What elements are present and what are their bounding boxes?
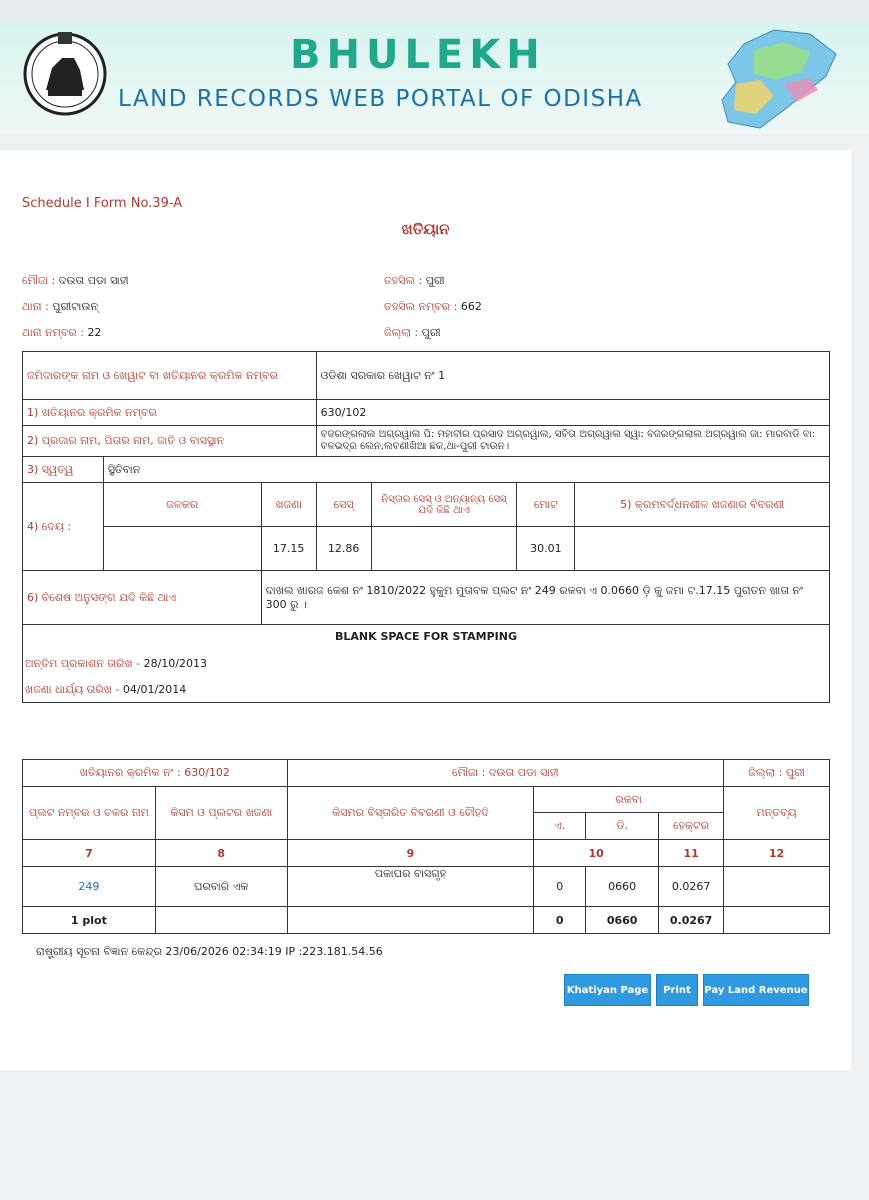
hectare-cell: 0.0267 bbox=[659, 867, 724, 907]
owner-label: ଜମିଦାରଙ୍କ ନାମ ଓ ଖେୱାଟ ବା ଖତିୟାନର କ୍ରମିକ ନମ୍ବର bbox=[23, 352, 317, 400]
dues-value-row bbox=[23, 527, 830, 571]
brand-logo: BHULEKH bbox=[290, 32, 546, 78]
dues-value-other-cess bbox=[371, 527, 517, 571]
remarks-cell bbox=[724, 867, 830, 907]
right-label: 3) ସ୍ୱତ୍ୱ bbox=[23, 457, 104, 483]
district-label: ଜିଲ୍ଲା : bbox=[384, 326, 419, 339]
stamp-row bbox=[23, 625, 830, 703]
mouza-label: ମୌଜା : bbox=[22, 274, 56, 287]
tahasil-number-label: ତହସିଲ ନମ୍ବର : bbox=[384, 300, 458, 313]
mouza-value: ଦଉତା ପଡା ସାହୀ bbox=[58, 274, 129, 287]
column-number: 12 bbox=[724, 840, 830, 867]
thana-label: ଥାନା : bbox=[22, 300, 49, 313]
column-number: 11 bbox=[659, 840, 724, 867]
thana-number-label: ଥାନା ନମ୍ବର : bbox=[22, 326, 84, 339]
column-number: 7 bbox=[23, 840, 156, 867]
serial-row bbox=[23, 400, 830, 426]
dues-value-cess: 12.86 bbox=[316, 527, 371, 571]
rent-date-label: ଖଜଣା ଧାର୍ଯ୍ୟ ତାରିଖ - bbox=[25, 683, 120, 696]
serial-value: 630/102 bbox=[316, 400, 829, 426]
right-value: ସ୍ଥିତିବାନ bbox=[103, 457, 829, 483]
column-number-row bbox=[23, 840, 830, 867]
tahasil-number-value: 662 bbox=[460, 300, 482, 313]
remarks-label: 6) ବିଶେଷ ଅନୁସଙ୍ଗ ଯଦି କିଛି ଥାଏ bbox=[23, 571, 262, 625]
decimal-cell: 0660 bbox=[586, 867, 659, 907]
tahasil-value: ପୁରୀ bbox=[425, 274, 445, 287]
area-header: ରକବା bbox=[534, 787, 724, 813]
decimal-header: ଡି. bbox=[586, 813, 659, 840]
total-decimal: 0660 bbox=[586, 907, 659, 934]
dues-header-khajana: ଖଜଣା bbox=[261, 483, 316, 527]
column-number: 9 bbox=[287, 840, 534, 867]
plot-mouza bbox=[287, 760, 723, 787]
tahasil-info bbox=[384, 274, 445, 288]
thana-number-info bbox=[22, 326, 101, 340]
acre-header: ଏ. bbox=[534, 813, 586, 840]
rent-date bbox=[23, 683, 829, 697]
plot-district-value: ପୁରୀ bbox=[785, 766, 805, 779]
total-hectare: 0.0267 bbox=[659, 907, 724, 934]
total-empty bbox=[155, 907, 287, 934]
action-buttons bbox=[564, 974, 809, 1006]
publication-date bbox=[23, 657, 829, 671]
right-row bbox=[23, 457, 830, 483]
tahasil-label: ତହସିଲ : bbox=[384, 274, 423, 287]
stamp-cell bbox=[23, 625, 830, 703]
top-strip bbox=[0, 0, 869, 22]
thana-info bbox=[22, 300, 98, 314]
page-title: ଖତିୟାନ bbox=[401, 220, 450, 238]
tahasil-number-info bbox=[384, 300, 482, 314]
plot-district bbox=[724, 760, 830, 787]
kisam-cell: ଘରବାରି ଏକ bbox=[155, 867, 287, 907]
publication-date-label: ଅନ୍ତିମ ପ୍ରକାଶନ ତାରିଖ - bbox=[25, 657, 141, 670]
plot-serial-label: ଖତିୟାନର କ୍ରମିକ ନଂ : bbox=[79, 766, 181, 779]
tenant-value: ବଜରଙ୍ଗଲାଲ ଅଗ୍ରୱାଲ ପି: ମହାବୀର ପ୍ରସାଦ ଅଗ୍ରୱାଲ, ସବିତା ଅଗ୍ରୱାଲ ସ୍ୱା: ବଜରଙ୍ଗଲାଲ ଅଗ୍ରୱାଲ ଜା: ମାରବାଡି ବା: ବଳଭଦ୍ର ଲେନ,ଲବଣୀଖିଆ ଛକ,ଥା-ପୁରୀ ଟାଉନ। bbox=[316, 426, 829, 457]
plot-serial-value: 630/102 bbox=[184, 766, 230, 779]
details-header: କିସମର ବିସ୍ତାରିତ ବିବରଣୀ ଓ ଚୌହଦି bbox=[287, 787, 534, 840]
column-number: 10 bbox=[534, 840, 659, 867]
thana-value: ପୁରୀଟାଉନ୍ bbox=[52, 300, 99, 313]
dues-label: 4) ଦେୟ : bbox=[23, 483, 104, 571]
total-empty bbox=[724, 907, 830, 934]
remarks-header: ମନ୍ତବ୍ୟ bbox=[724, 787, 830, 840]
khatiyan-page-button[interactable]: Khatiyan Page bbox=[564, 974, 651, 1006]
district-info bbox=[384, 326, 441, 340]
plot-number-link[interactable]: 249 bbox=[23, 867, 156, 907]
plot-serial bbox=[23, 760, 288, 787]
dues-extra-value bbox=[575, 527, 830, 571]
dues-header-other-cess: ନିସ୍ତାର ସେସ୍ ଓ ଅନ୍ୟାନ୍ୟ ସେସ୍ ଯଦି କିଛି ଥାଏ bbox=[371, 483, 517, 527]
district-value: ପୁରୀ bbox=[421, 326, 441, 339]
total-label: 1 plot bbox=[23, 907, 156, 934]
acre-cell: 0 bbox=[534, 867, 586, 907]
odisha-map-icon bbox=[714, 24, 840, 134]
total-acre: 0 bbox=[534, 907, 586, 934]
remarks-row bbox=[23, 571, 830, 625]
stamp-title: BLANK SPACE FOR STAMPING bbox=[335, 630, 517, 643]
tenant-label: 2) ପ୍ରଜାର ନାମ, ପିତାର ନାମ, ଜାତି ଓ ବାସସ୍ଥାନ bbox=[23, 426, 317, 457]
column-number: 8 bbox=[155, 840, 287, 867]
dues-header-cess: ସେସ୍ bbox=[316, 483, 371, 527]
owner-row bbox=[23, 352, 830, 400]
nic-footer: ରାଷ୍ଟ୍ରୀୟ ସୂଚନା ବିଜ୍ଞାନ କେନ୍ଦ୍ର 23/06/2026 02:34:19 IP :223.181.54.56 bbox=[36, 945, 383, 958]
total-empty bbox=[287, 907, 534, 934]
print-button[interactable]: Print bbox=[656, 974, 698, 1006]
dues-value-total: 30.01 bbox=[517, 527, 575, 571]
khatiyan-table bbox=[22, 351, 830, 703]
dues-header-total: ମୋଟ bbox=[517, 483, 575, 527]
remarks-value: ଦାଖଲ ଖାରଜ କେଶ ନଂ 1810/2022 ହୁକୁମ ମୁତାବକ ପ୍ଲଟ ନଂ 249 ରକବା ଏ 0.0660 ଡ଼ି କୁ ଜମା ଟ.17.15 ପୁରାତନ ଖାତା ନଂ 300 ରୁ । bbox=[261, 571, 829, 625]
dues-value-khajana: 17.15 bbox=[261, 527, 316, 571]
form-number: Schedule I Form No.39-A bbox=[22, 196, 183, 211]
kisam-header: କିସମ ଓ ପ୍ଲଟର ଖଜଣା bbox=[155, 787, 287, 840]
dues-header-jalakar: ଜଳକର bbox=[103, 483, 261, 527]
odisha-emblem-logo bbox=[22, 28, 108, 124]
owner-value: ଓଡିଶା ସରକାର ଖେୱାଟ ନଂ 1 bbox=[316, 352, 829, 400]
tenant-row bbox=[23, 426, 830, 457]
dues-header-row bbox=[23, 483, 830, 527]
hectare-header: ହେକ୍ଟର bbox=[659, 813, 724, 840]
portal-tagline: LAND RECORDS WEB PORTAL OF ODISHA bbox=[118, 86, 643, 112]
details-cell: ପକାଘର ବାସଗୃହ bbox=[287, 867, 534, 907]
site-header bbox=[0, 22, 869, 134]
plot-mouza-value: ଦଉତା ପଡା ସାହୀ bbox=[488, 766, 559, 779]
khatiyan-panel bbox=[0, 150, 851, 1070]
rent-date-value: 04/01/2014 bbox=[122, 683, 187, 696]
plot-mouza-label: ମୌଜା : bbox=[452, 766, 486, 779]
dues-value-jalakar bbox=[103, 527, 261, 571]
plot-district-label: ଜିଲ୍ଲା : bbox=[748, 766, 783, 779]
mouza-info bbox=[22, 274, 129, 288]
plot-summary-row bbox=[23, 760, 830, 787]
serial-label: 1) ଖତିୟାନର କ୍ରମିକ ନମ୍ବର bbox=[23, 400, 317, 426]
table-row bbox=[23, 867, 830, 907]
pay-land-revenue-button[interactable]: Pay Land Revenue bbox=[703, 974, 809, 1006]
dues-extra-label: 5) କ୍ରମବର୍ଦ୍ଧନଶୀଳ ଖଜଣାର ବିବରଣୀ bbox=[575, 483, 830, 527]
plot-table bbox=[22, 759, 830, 934]
total-row bbox=[23, 907, 830, 934]
plot-no-header: ପ୍ଲଟ ନମ୍ବର ଓ ଚକର ନାମ bbox=[23, 787, 156, 840]
publication-date-value: 28/10/2013 bbox=[143, 657, 207, 670]
thana-number-value: 22 bbox=[87, 326, 102, 339]
plot-header-row bbox=[23, 787, 830, 813]
